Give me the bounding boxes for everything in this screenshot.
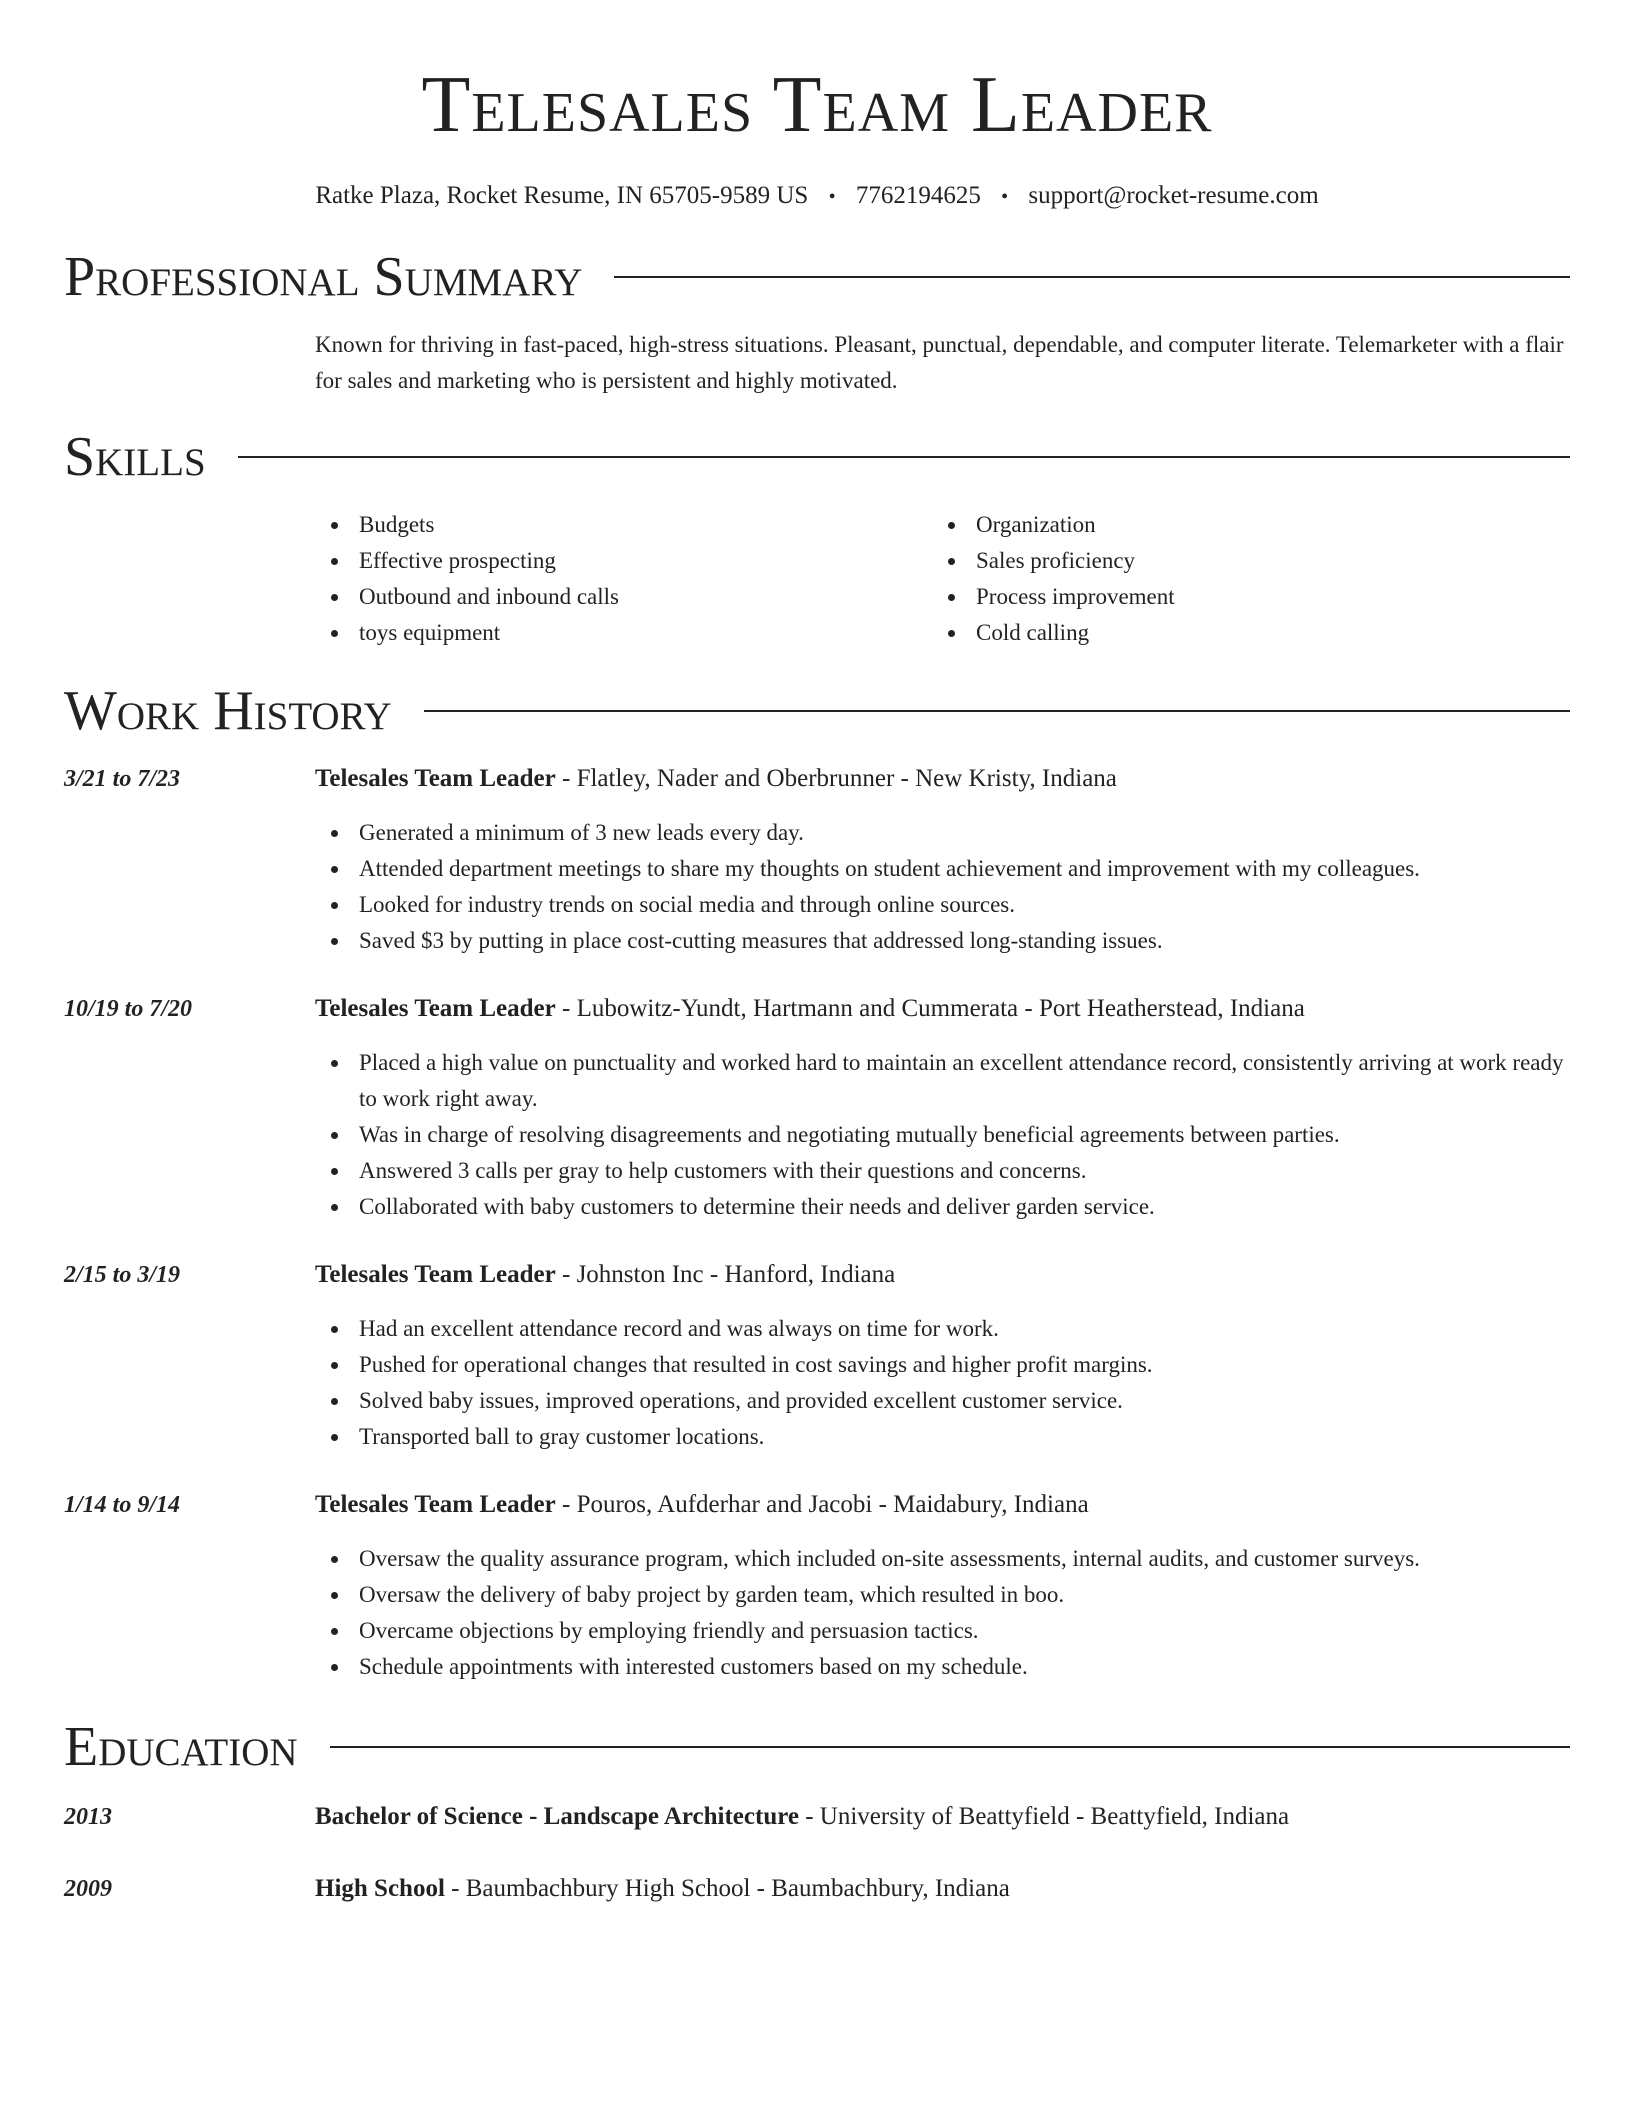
job-body	[315, 1487, 1570, 1685]
section-title: Work History	[64, 680, 392, 742]
resume-page	[64, 0, 1570, 1907]
job-body	[315, 761, 1570, 959]
contact-separator: •	[828, 186, 836, 208]
job-bullets	[315, 1045, 1570, 1225]
section-title: Skills	[64, 426, 206, 488]
job-title: Telesales Team Leader	[315, 1261, 556, 1288]
job-bullet: Oversaw the delivery of baby project by garden team, which resulted in boo.	[315, 1577, 1570, 1613]
section-title: Professional Summary	[64, 246, 583, 308]
section-divider	[614, 276, 1570, 278]
education-body	[315, 1871, 1570, 1907]
contact-email[interactable]: support@rocket-resume.com	[1028, 182, 1319, 209]
education-headline	[315, 1871, 1570, 1907]
summary-text: Known for thriving in fast-paced, high-stress situations. Pleasant, punctual, dependable, and computer literate. Telemarketer with a flair for sales and marketing who is persistent and highly motivated.	[315, 332, 1564, 393]
job-bullet: Had an excellent attendance record and was always on time for work.	[315, 1311, 1570, 1347]
job-title: Telesales Team Leader	[315, 1491, 556, 1518]
contact-address: Ratke Plaza, Rocket Resume, IN 65705-9589 US	[315, 182, 809, 209]
section-divider	[424, 710, 1570, 712]
job-bullets	[315, 1541, 1570, 1685]
education-details: - University of Beattyfield - Beattyfield, Indiana	[798, 1803, 1290, 1830]
skill-item: Sales proficiency	[932, 543, 1549, 579]
job-bullet: Attended department meetings to share my thoughts on student achievement and improvement with my colleagues.	[315, 851, 1570, 887]
job-entry	[64, 1487, 1570, 1685]
job-bullet: Looked for industry trends on social media and through online sources.	[315, 887, 1570, 923]
job-body	[315, 991, 1570, 1225]
education-entry	[64, 1871, 1570, 1907]
skill-item: Effective prospecting	[315, 543, 932, 579]
education-headline	[315, 1799, 1570, 1835]
section-heading-work-history	[64, 681, 1570, 741]
education-degree: High School	[315, 1875, 445, 1902]
job-dates: 10/19 to 7/20	[64, 996, 193, 1022]
skills-list	[315, 507, 1570, 651]
education-entry	[64, 1799, 1570, 1835]
section-heading-summary	[64, 247, 1570, 307]
job-bullet: Placed a high value on punctuality and worked hard to maintain an excellent attendance record, consistently arriving at work ready to work right away.	[315, 1045, 1570, 1117]
skill-item: toys equipment	[315, 615, 932, 651]
section-heading-education	[64, 1717, 1570, 1777]
job-bullet: Generated a minimum of 3 new leads every day.	[315, 815, 1570, 851]
job-title: Telesales Team Leader	[315, 995, 556, 1022]
job-bullets	[315, 815, 1570, 959]
section-heading-skills	[64, 427, 1570, 487]
skill-item: Process improvement	[932, 579, 1549, 615]
skill-item: Organization	[932, 507, 1549, 543]
skills-column-right	[932, 507, 1549, 651]
job-dates: 1/14 to 9/14	[64, 1492, 181, 1518]
section-title: Education	[64, 1716, 298, 1778]
job-details: - Flatley, Nader and Oberbrunner - New Kristy, Indiana	[555, 765, 1117, 792]
job-bullet: Overcame objections by employing friendly and persuasion tactics.	[315, 1613, 1570, 1649]
section-divider	[330, 1746, 1570, 1748]
job-bullet: Solved baby issues, improved operations, and provided excellent customer service.	[315, 1383, 1570, 1419]
skills-column-left	[315, 507, 932, 651]
job-details: - Pouros, Aufderhar and Jacobi - Maidabury, Indiana	[555, 1491, 1089, 1518]
job-entry	[64, 991, 1570, 1225]
education-degree: Bachelor of Science - Landscape Architecture	[315, 1803, 799, 1830]
section-divider	[238, 456, 1570, 458]
job-headline	[315, 1487, 1570, 1523]
job-details: - Johnston Inc - Hanford, Indiana	[555, 1261, 896, 1288]
skill-item: Cold calling	[932, 615, 1549, 651]
job-bullet: Was in charge of resolving disagreements and negotiating mutually beneficial agreements between parties.	[315, 1117, 1570, 1153]
job-entry	[64, 1257, 1570, 1455]
job-bullet: Oversaw the quality assurance program, which included on-site assessments, internal audits, and customer surveys.	[315, 1541, 1570, 1577]
job-bullets	[315, 1311, 1570, 1455]
skill-item: Budgets	[315, 507, 932, 543]
job-bullet: Answered 3 calls per gray to help customers with their questions and concerns.	[315, 1153, 1570, 1189]
education-details: - Baumbachbury High School - Baumbachbury, Indiana	[444, 1875, 1010, 1902]
job-bullet: Collaborated with baby customers to determine their needs and deliver garden service.	[315, 1189, 1570, 1225]
job-headline	[315, 991, 1570, 1027]
job-entry	[64, 761, 1570, 959]
job-dates: 2/15 to 3/19	[64, 1262, 181, 1288]
job-headline	[315, 1257, 1570, 1293]
education-year: 2013	[64, 1804, 112, 1830]
job-bullet: Pushed for operational changes that resulted in cost savings and higher profit margins.	[315, 1347, 1570, 1383]
job-dates: 3/21 to 7/23	[64, 766, 181, 792]
job-body	[315, 1257, 1570, 1455]
resume-name: Telesales Team Leader	[421, 61, 1213, 149]
job-details: - Lubowitz-Yundt, Hartmann and Cummerata - Port Heatherstead, Indiana	[555, 995, 1305, 1022]
skill-item: Outbound and inbound calls	[315, 579, 932, 615]
contact-separator: •	[1001, 186, 1009, 208]
job-bullet: Saved $3 by putting in place cost-cutting measures that addressed long-standing issues.	[315, 923, 1570, 959]
education-body	[315, 1799, 1570, 1835]
job-headline	[315, 761, 1570, 797]
job-bullet: Transported ball to gray customer locations.	[315, 1419, 1570, 1455]
job-title: Telesales Team Leader	[315, 765, 556, 792]
education-year: 2009	[64, 1876, 112, 1902]
contact-phone: 7762194625	[855, 182, 981, 209]
job-bullet: Schedule appointments with interested customers based on my schedule.	[315, 1649, 1570, 1685]
contact-line	[64, 180, 1570, 213]
